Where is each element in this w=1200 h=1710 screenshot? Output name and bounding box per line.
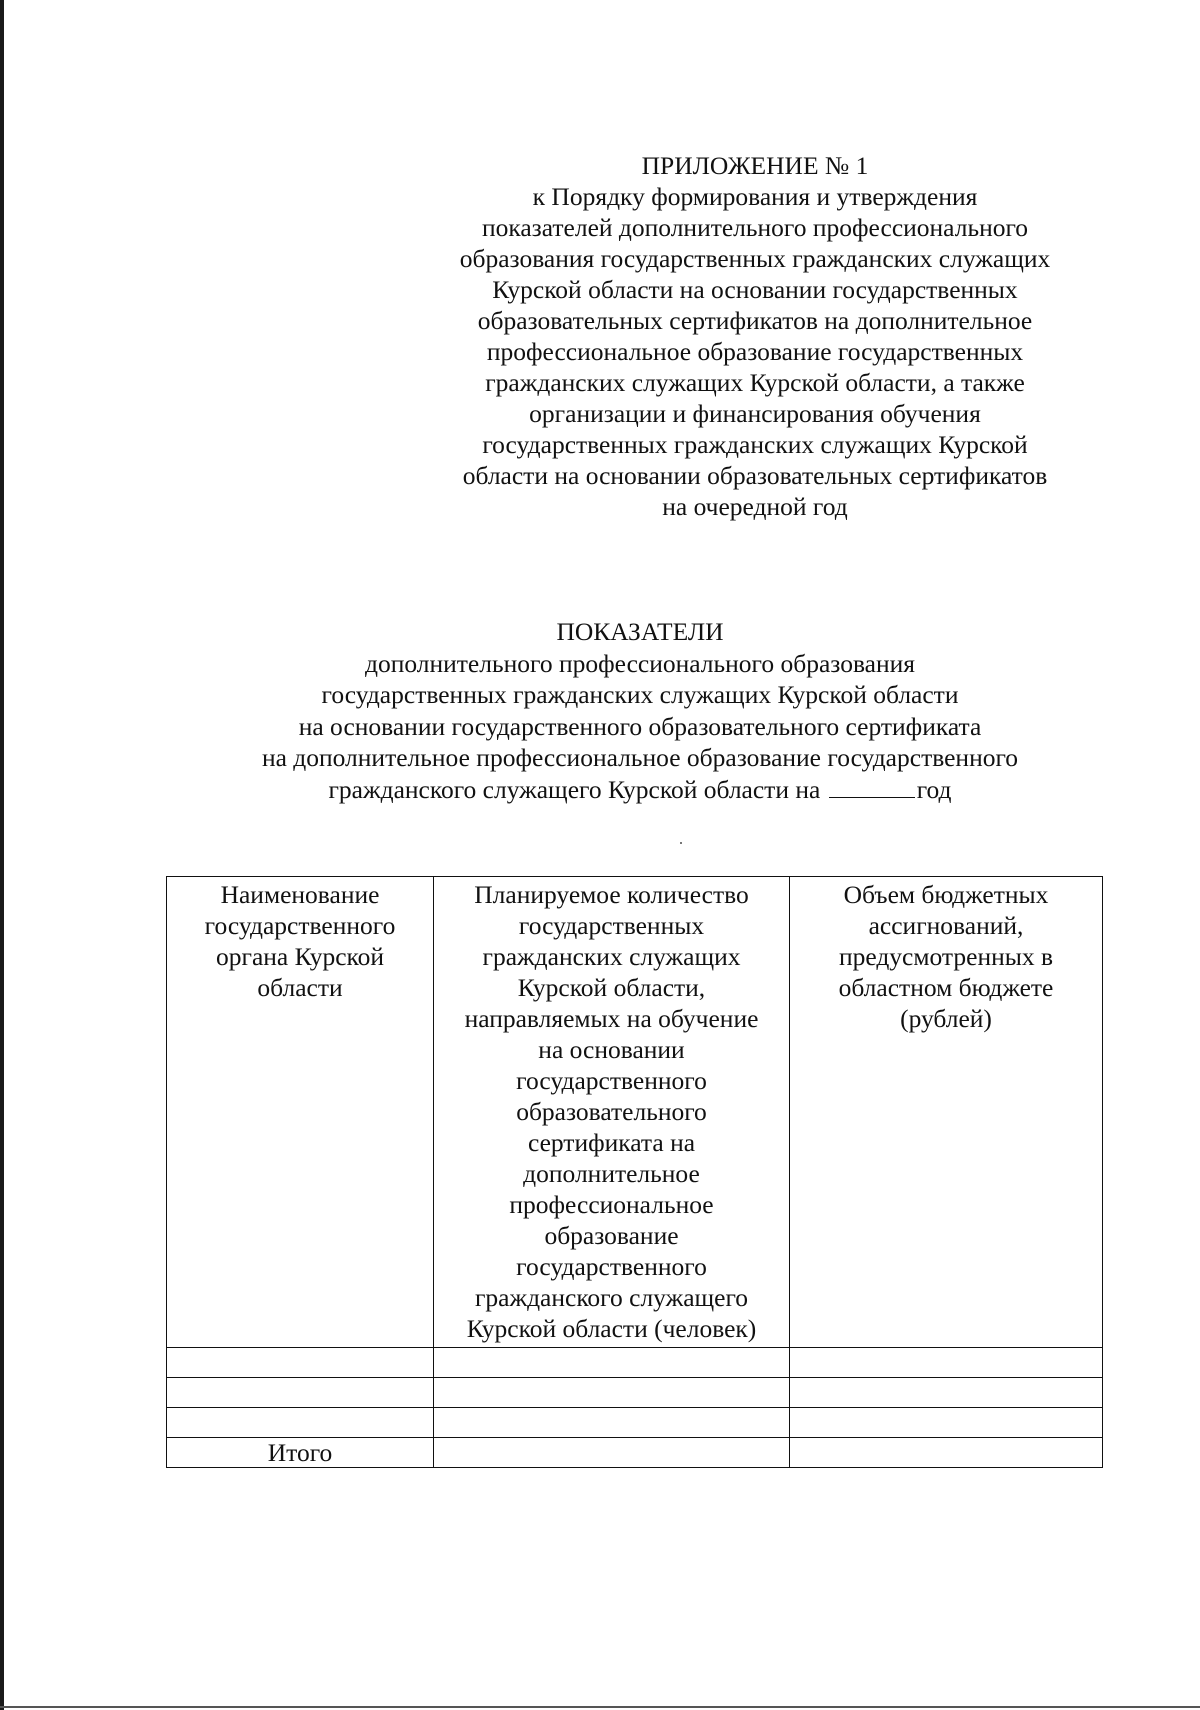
appendix-line: государственных гражданских служащих Курской [482,430,1028,459]
header-text: Объем бюджетных [843,880,1049,909]
scan-speck [680,842,682,844]
table-cell[interactable] [790,1408,1103,1438]
title-last-line-suffix: год [916,774,952,804]
header-text: органа Курской [215,942,385,971]
header-text: профессиональное [509,1190,714,1219]
total-label: Итого [267,1438,333,1467]
header-text: дополнительное [523,1159,700,1188]
appendix-line: Курской области на основании государственных [492,275,1018,304]
appendix-line: показателей дополнительного профессионального [481,213,1029,242]
appendix-line: гражданских служащих Курской области, а также [485,368,1025,397]
appendix-title: ПРИЛОЖЕНИЕ № 1 [641,151,869,180]
header-cell-budget [790,877,1103,1348]
header-text: сертификата на [527,1128,696,1157]
header-cell-agency [167,877,434,1348]
header-text: образование [544,1221,679,1250]
header-text: областном бюджете [838,973,1054,1002]
title-line: государственных гражданских служащих Курской области [321,680,959,709]
year-blank-field[interactable] [829,775,915,798]
appendix-line: образовательных сертификатов на дополнительное [477,306,1033,335]
header-text: Наименование [220,880,380,909]
document-title: ПОКАЗАТЕЛИ [556,617,724,646]
table-cell[interactable] [167,1378,434,1408]
header-text: гражданских служащих [482,942,741,971]
title-line: дополнительного профессионального образования [364,648,916,678]
total-label-cell [167,1438,434,1468]
appendix-header [420,150,1090,522]
appendix-line: к Порядку формирования и утверждения [532,182,978,211]
header-text: (рублей) [900,1004,992,1033]
header-text: государственного [204,911,396,940]
header-text: государственного [516,1066,707,1095]
total-count-cell[interactable] [434,1438,790,1468]
header-text: гражданского служащего [474,1283,749,1312]
table-cell[interactable] [434,1378,790,1408]
table-cell[interactable] [790,1348,1103,1378]
header-text: предусмотренных в [838,942,1054,971]
table-row [167,1378,1103,1408]
header-cell-planned-count [434,877,790,1348]
header-text: государственных [518,911,705,940]
title-line: на основании государственного образовательного сертификата [298,711,982,741]
table-row [167,1348,1103,1378]
table-cell[interactable] [790,1378,1103,1408]
header-text: Планируемое количество [474,880,749,909]
header-text: на основании [538,1035,685,1064]
table-cell[interactable] [167,1348,434,1378]
table-row [167,1408,1103,1438]
document-title-block [160,616,1120,805]
indicators-table [166,876,1103,1468]
header-text: Курской области (человек) [466,1314,757,1343]
appendix-line: на очередной год [662,492,848,521]
header-text: ассигнований, [868,911,1024,940]
table-cell[interactable] [434,1408,790,1438]
header-text: государственного [516,1252,707,1281]
appendix-line: организации и финансирования обучения [529,399,981,428]
appendix-line: профессиональное образование государственных [486,337,1024,366]
appendix-line: образования государственных гражданских служащих [459,244,1051,273]
header-text: Курской области, [517,973,706,1002]
table-header-row [167,877,1103,1348]
header-text: направляемых на обучение [464,1004,759,1033]
title-last-line [160,774,1120,806]
header-text: образовательного [516,1097,707,1126]
title-last-line-prefix: гражданского служащего Курской области на [328,774,821,804]
table-cell[interactable] [434,1348,790,1378]
header-text: области [257,973,343,1002]
table-cell[interactable] [167,1408,434,1438]
scan-bottom-edge [0,1706,1200,1708]
total-budget-cell[interactable] [790,1438,1103,1468]
title-line: на дополнительное профессиональное образование государственного [261,743,1019,772]
scan-left-edge [0,0,4,1710]
table-total-row [167,1438,1103,1468]
appendix-line: области на основании образовательных сертификатов [462,461,1048,490]
